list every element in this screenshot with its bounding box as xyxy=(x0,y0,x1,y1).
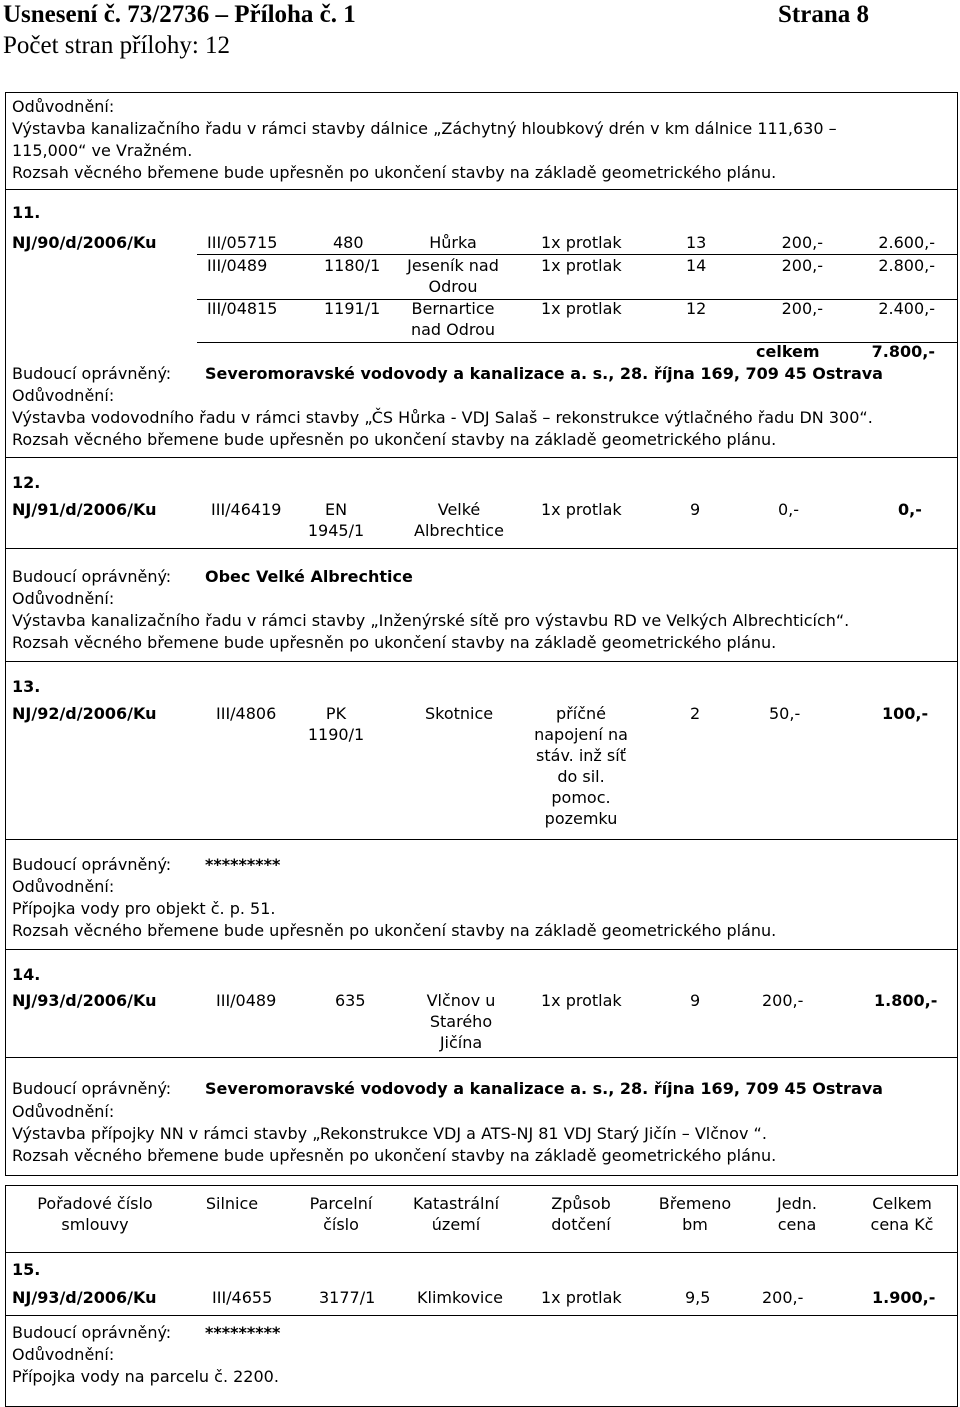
section-number: 13. xyxy=(12,677,41,696)
beneficiary-name: ********* xyxy=(205,855,281,874)
area-cell: Skotnice xyxy=(425,704,494,723)
grand-total: 7.800,- xyxy=(871,342,935,361)
method-cell: 1x protlak xyxy=(541,1288,622,1307)
parcel-cell: EN 1945/1 xyxy=(307,500,365,540)
beneficiary-name: Obec Velké Albrechtice xyxy=(205,567,413,586)
length-cell: 12 xyxy=(686,299,707,318)
unit-price-cell: 200,- xyxy=(762,991,804,1010)
area-cell: Velké Albrechtice xyxy=(414,500,504,540)
scope-note: Rozsah věcného břemene bude upřesněn po ukončení stavby na základě geometrického plánu. xyxy=(12,921,777,940)
divider xyxy=(6,189,957,190)
divider xyxy=(6,839,957,840)
area-cell: Jeseník nad Odrou xyxy=(407,256,499,296)
section-number: 14. xyxy=(12,965,41,984)
road-cell: III/4806 xyxy=(216,704,277,723)
road-cell: III/0489 xyxy=(207,256,268,275)
parcel-cell: 1180/1 xyxy=(324,256,381,275)
beneficiary-label: Budoucí oprávněný: xyxy=(12,567,172,586)
reason-label: Odůvodnění: xyxy=(12,1102,115,1121)
scope-note: Rozsah věcného břemene bude upřesněn po ukončení stavby na základě geometrického plánu. xyxy=(12,430,777,449)
unit-price-cell: 200,- xyxy=(781,299,823,318)
divider xyxy=(6,1057,957,1058)
column-header-contract: Pořadové číslo smlouvy xyxy=(37,1194,153,1234)
beneficiary-label: Budoucí oprávněný: xyxy=(12,1323,172,1342)
column-header-parcel: Parcelní číslo xyxy=(309,1194,373,1234)
contract-number: NJ/91/d/2006/Ku xyxy=(12,500,157,519)
total-price-cell: 2.400,- xyxy=(878,299,935,318)
scope-note: Rozsah věcného břemene bude upřesněn po ukončení stavby na základě geometrického plánu. xyxy=(12,1146,777,1165)
column-header-total-price: Celkem cena Kč xyxy=(870,1194,934,1234)
contract-number: NJ/93/d/2006/Ku xyxy=(12,1288,157,1307)
reason-label: Odůvodnění: xyxy=(12,97,115,116)
beneficiary-name: Severomoravské vodovody a kanalizace a. s., 28. října 169, 709 45 Ostrava xyxy=(205,364,883,383)
total-price-cell: 100,- xyxy=(882,704,929,723)
contract-number: NJ/93/d/2006/Ku xyxy=(12,991,157,1010)
road-cell: III/4655 xyxy=(212,1288,273,1307)
length-cell: 9 xyxy=(690,991,701,1010)
reason-label: Odůvodnění: xyxy=(12,1345,115,1364)
column-header-unit-price: Jedn. cena xyxy=(777,1194,817,1234)
attachment-page-count: Počet stran přílohy: 12 xyxy=(3,32,231,59)
reason-label: Odůvodnění: xyxy=(12,877,115,896)
unit-price-cell: 200,- xyxy=(781,256,823,275)
total-price-cell: 1.800,- xyxy=(874,991,938,1010)
section-number: 15. xyxy=(12,1260,41,1279)
second-table-frame xyxy=(5,1185,958,1407)
main-table-frame xyxy=(5,92,958,1176)
method-cell: příčné napojení na stáv. inž síť do sil. pomoc. pozemku xyxy=(534,704,628,828)
total-price-cell: 1.900,- xyxy=(872,1288,936,1307)
method-cell: 1x protlak xyxy=(541,500,622,519)
road-cell: III/0489 xyxy=(216,991,277,1010)
length-cell: 9 xyxy=(690,500,701,519)
reason-text: Výstavba vodovodního řadu v rámci stavby „ČS Hůrka - VDJ Salaš – rekonstrukce výtlačného řadu DN 300“. xyxy=(12,408,873,427)
unit-price-cell: 200,- xyxy=(762,1288,804,1307)
parcel-cell: 635 xyxy=(335,991,366,1010)
road-cell: III/05715 xyxy=(207,233,278,252)
reason-text: Přípojka vody na parcelu č. 2200. xyxy=(12,1367,279,1386)
scope-note: Rozsah věcného břemene bude upřesněn po ukončení stavby na základě geometrického plánu. xyxy=(12,163,777,182)
length-cell: 14 xyxy=(686,256,707,275)
length-cell: 13 xyxy=(686,233,707,252)
reason-text: Výstavba kanalizačního řadu v rámci stavby „Inženýrské sítě pro výstavbu RD ve Velkých Albrechticích“. xyxy=(12,611,850,630)
road-cell: III/46419 xyxy=(211,500,282,519)
unit-price-cell: 50,- xyxy=(769,704,801,723)
area-cell: Bernartice nad Odrou xyxy=(410,299,496,339)
unit-price-cell: 0,- xyxy=(778,500,800,519)
parcel-cell: 3177/1 xyxy=(319,1288,376,1307)
total-label: celkem xyxy=(756,342,820,361)
beneficiary-name: ********* xyxy=(205,1323,281,1342)
method-cell: 1x protlak xyxy=(541,991,622,1010)
area-cell: Klimkovice xyxy=(417,1288,504,1307)
beneficiary-name: Severomoravské vodovody a kanalizace a. s., 28. října 169, 709 45 Ostrava xyxy=(205,1079,883,1098)
reason-text: Výstavba přípojky NN v rámci stavby „Rekonstrukce VDJ a ATS-NJ 81 VDJ Starý Jičín – Vlčnov “. xyxy=(12,1124,767,1143)
divider xyxy=(6,949,957,950)
reason-label: Odůvodnění: xyxy=(12,386,115,405)
column-header-length: Břemeno bm xyxy=(658,1194,732,1234)
divider xyxy=(197,342,957,343)
parcel-cell: 1191/1 xyxy=(324,299,381,318)
length-cell: 9,5 xyxy=(685,1288,711,1307)
method-cell: 1x protlak xyxy=(541,256,622,275)
parcel-cell: 480 xyxy=(333,233,364,252)
length-cell: 2 xyxy=(690,704,701,723)
beneficiary-label: Budoucí oprávněný: xyxy=(12,1079,172,1098)
total-price-cell: 2.600,- xyxy=(878,233,935,252)
road-cell: III/04815 xyxy=(207,299,278,318)
column-header-method: Způsob dotčení xyxy=(551,1194,611,1234)
document-title: Usnesení č. 73/2736 – Příloha č. 1 xyxy=(3,1,356,28)
reason-text: Výstavba kanalizačního řadu v rámci stavby dálnice „Záchytný hloubkový drén v km dálnice 111,630 – xyxy=(12,119,837,138)
method-cell: 1x protlak xyxy=(541,233,622,252)
reason-label: Odůvodnění: xyxy=(12,589,115,608)
total-price-cell: 0,- xyxy=(898,500,922,519)
method-cell: 1x protlak xyxy=(541,299,622,318)
beneficiary-label: Budoucí oprávněný: xyxy=(12,855,172,874)
area-cell: Hůrka xyxy=(429,233,477,252)
reason-text: Přípojka vody pro objekt č. p. 51. xyxy=(12,899,276,918)
reason-text: 115,000“ ve Vražném. xyxy=(12,141,193,160)
area-cell: Vlčnov u Starého Jičína xyxy=(426,991,496,1052)
divider xyxy=(6,1252,957,1253)
divider xyxy=(6,1315,957,1316)
divider xyxy=(6,661,957,662)
parcel-cell: PK 1190/1 xyxy=(307,704,365,744)
scope-note: Rozsah věcného břemene bude upřesněn po ukončení stavby na základě geometrického plánu. xyxy=(12,633,777,652)
section-number: 12. xyxy=(12,473,41,492)
divider xyxy=(6,457,957,458)
column-header-cadastre: Katastrální území xyxy=(412,1194,500,1234)
column-header-road: Silnice xyxy=(205,1194,259,1213)
divider xyxy=(6,548,957,549)
section-number: 11. xyxy=(12,203,41,222)
beneficiary-label: Budoucí oprávněný: xyxy=(12,364,172,383)
unit-price-cell: 200,- xyxy=(781,233,823,252)
page-number: Strana 8 xyxy=(778,1,869,28)
total-price-cell: 2.800,- xyxy=(878,256,935,275)
contract-number: NJ/90/d/2006/Ku xyxy=(12,233,157,252)
contract-number: NJ/92/d/2006/Ku xyxy=(12,704,157,723)
